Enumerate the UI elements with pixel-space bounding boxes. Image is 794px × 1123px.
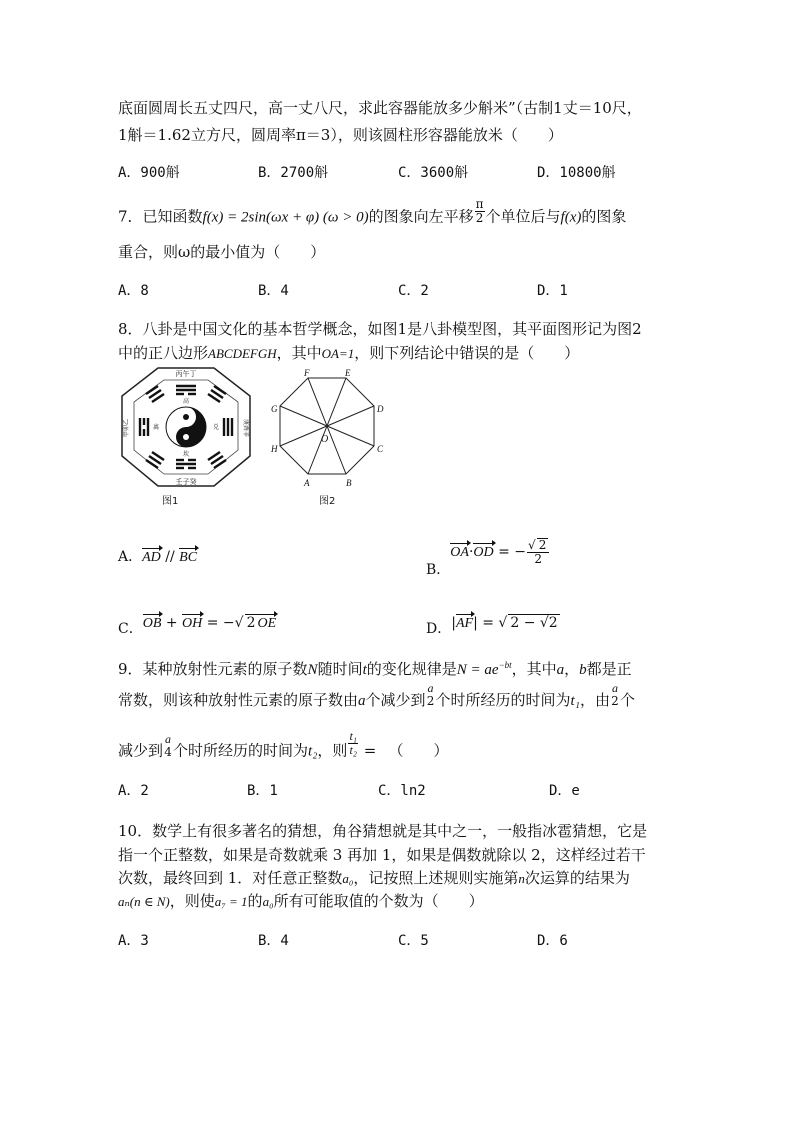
q7-shift-fraction <box>475 198 485 225</box>
q9-option-d: D．e <box>549 783 580 799</box>
q8-polygon-name: ABCDEFGH <box>208 346 277 361</box>
vertex-h: H <box>271 444 278 454</box>
vertex-c: C <box>377 444 384 454</box>
q9-line3: 减少到 a 4 个时所经历的时间为t₂，则 $\frac{\text{t₁}}{\text{t₂}}$ = （ ） <box>118 729 449 760</box>
vertex-g: G <box>271 404 278 414</box>
q6-option-d: D．10800斛 <box>537 165 616 181</box>
vector-oa: OA <box>450 545 469 560</box>
vertex-f: F <box>304 368 310 378</box>
decay-formula: N = ae <box>456 662 499 678</box>
vector-ad: AD <box>142 550 161 565</box>
q7-option-b: B．4 <box>258 283 289 299</box>
ratio-t1-t2: $\frac{\text{t₁}}{\text{t₂}}$ <box>349 729 357 757</box>
q10-line4: aₙ(n ∈ N)，则使a₇ = 1的a₀所有可能取值的个数为（ ） <box>118 892 484 910</box>
parallel-symbol: // <box>160 549 180 565</box>
fig1-inner-left: 离 <box>152 424 160 431</box>
vector-bc: BC <box>179 550 198 565</box>
q10-option-d: D．6 <box>537 933 568 949</box>
q9-option-c: C．ln2 <box>378 783 426 799</box>
vertex-a: A <box>304 478 310 488</box>
q7-mid2: 个单位后与 <box>485 207 561 226</box>
q10-line1: 10．数学上有很多著名的猜想，角谷猜想就是其中之一，一般指冰雹猜想，它是 <box>118 822 648 840</box>
q8-option-c-label: C． <box>118 621 143 637</box>
q8-oa: OA=1 <box>321 346 355 361</box>
q9-line1: 9．某种放射性元素的原子数N随时间t的变化规律是$N = ae^{-bt}$，其中a，b都是正 <box>118 660 632 678</box>
vector-od: OD <box>473 545 494 560</box>
fig1-label-left: 甲卯乙 <box>123 418 130 438</box>
q8-option-b <box>426 538 550 578</box>
var-a0-b: a₀ <box>262 894 274 909</box>
q8-option-d-label: D． <box>426 621 452 637</box>
fig1-label-right: 庚酉辛 <box>242 418 249 438</box>
q7-line1 <box>118 197 627 231</box>
var-n-step: n <box>518 871 525 886</box>
q6-option-c: C．3600斛 <box>398 165 469 181</box>
q7-shift-den: 2 <box>475 211 484 225</box>
q8-line2-a: 中的正八边形 <box>118 344 209 362</box>
q9-option-b: B．1 <box>247 783 278 799</box>
q6-option-a: A．900斛 <box>118 165 180 181</box>
frac-a-over-2-b: a 2 <box>611 681 619 708</box>
var-t1: t₁ <box>570 693 580 709</box>
equals-d: = <box>477 615 499 631</box>
vector-af: AF <box>455 616 474 631</box>
fig1-inner-top: 高 <box>182 398 190 405</box>
q10-option-a: A．3 <box>118 933 149 949</box>
fig1-inner-bottom: 坎 <box>182 451 190 458</box>
fig1-inner-right: 兑 <box>212 424 220 431</box>
vertex-b: B <box>346 478 352 488</box>
fig1-label-top: 丙午丁 <box>175 370 197 378</box>
decay-exponent: −bt <box>498 660 512 670</box>
q10-option-c: C．5 <box>398 933 429 949</box>
q8-line2-c: ，则下列结论中错误的是（ ） <box>354 344 580 362</box>
q7-shift-num: π <box>475 197 484 211</box>
equals-neg-c: = − <box>202 615 235 631</box>
yin-yang-symbol <box>166 407 206 447</box>
q6-line1: 底面圆周长五丈四尺，高一丈八尺，求此容器能放多少斛米”（古制1丈＝10尺， <box>118 99 642 117</box>
q8-line1: 8．八卦是中国文化的基本哲学概念，如图1是八卦模型图，其平面图形记为图2 <box>118 320 642 338</box>
q8-option-a-label: A． <box>118 549 143 565</box>
q9-line2: 常数，则该种放射性元素的原子数由a个减少到 a 2 个时所经历的时间为t₁，由 a 2 个 <box>118 681 635 709</box>
sqrt2-over-2: $\frac{√ 2}{2}$ <box>527 538 549 566</box>
vector-oe: OE <box>257 616 277 631</box>
var-n: N <box>307 662 318 678</box>
q7-mid1: 的图象向左平移 <box>368 207 474 226</box>
fig1-label-bottom: 壬子癸 <box>175 478 197 486</box>
vector-oh: OH <box>182 616 203 631</box>
q7-option-c: C．2 <box>398 283 429 299</box>
equals-neg: = − <box>493 544 527 560</box>
var-t: t <box>362 662 367 678</box>
bagua-figure <box>120 366 252 488</box>
q10-option-b: B．4 <box>258 933 289 949</box>
q8-option-d: D．|AF| = √ 2 − √2 <box>426 615 558 637</box>
q8-option-c: C．OB + OH = −√ 2 OE <box>118 615 277 637</box>
q7-mid3: 的图象 <box>581 207 627 226</box>
octagon-figure <box>266 366 388 490</box>
fig1-caption: 图1 <box>162 496 179 507</box>
q9-option-a: A．2 <box>118 783 149 799</box>
q10-line2: 指一个正整数，如果是奇数就乘 3 再加 1，如果是偶数就除以 2，这样经过若干 <box>118 846 646 864</box>
center-o: O <box>321 434 329 445</box>
sqrt-2: 2 <box>246 615 256 631</box>
q7-option-a: A．8 <box>118 283 149 299</box>
q8-line2 <box>118 342 579 363</box>
seq-an: aₙ(n ∈ N) <box>118 894 170 909</box>
q8-line2-b: ，其中 <box>276 344 322 362</box>
q8-option-a <box>118 546 197 566</box>
fig2-caption: 图2 <box>319 496 336 507</box>
q8-option-b-label: B． <box>426 562 451 578</box>
vertex-e: E <box>345 368 351 378</box>
q6-line2: 1斛＝1.62立方尺，圆周率π＝3），则该圆柱形容器能放米（ ） <box>118 126 563 144</box>
cond-a7: a₇ = 1 <box>214 894 248 909</box>
q10-line3: 次数，最终回到 1．对任意正整数a₀，记按照上述规则实施第n次运算的结果为 <box>118 869 630 887</box>
var-a0: a₀ <box>342 871 354 886</box>
frac-a-over-4: a 4 <box>164 731 172 759</box>
nested-root: 2 − √2 <box>510 615 558 631</box>
dot-op: · <box>468 544 474 560</box>
q6-option-b: B．2700斛 <box>258 165 329 181</box>
q7-option-d: D．1 <box>537 283 568 299</box>
plus-op: + <box>161 615 183 631</box>
frac-a-over-2: a 2 <box>426 681 435 708</box>
vertex-d: D <box>377 404 384 414</box>
q7-line2: 重合，则ω的最小值为（ ） <box>118 243 326 261</box>
q7-function: f(x) = 2sin(ωx + φ) (ω > 0) <box>202 209 369 226</box>
q7-function2: f(x) <box>560 209 582 226</box>
var-t2: t₂ <box>308 743 318 760</box>
vector-ob: OB <box>142 616 162 631</box>
q7-prefix: 7．已知函数 <box>118 207 203 226</box>
